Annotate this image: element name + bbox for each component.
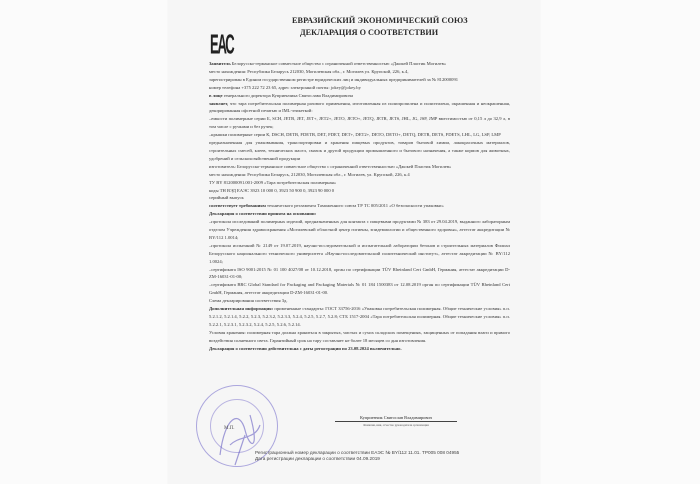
paragraph-text: –сертификата BRC Global Standard for Packaging and Packaging Materials № 01 184 1500383 от 12.08.2019 орган по сертификации TÜV Rheinland Cert GmbH, Германия, аттестат аккредитации D-ZM-16031-01-00. bbox=[209, 282, 510, 296]
paragraph-text: зарегистрирован в Едином государственном регистре юридических лиц и индивидуальных предпринимателей за № 812000091 bbox=[209, 76, 459, 82]
registration-date: Дата регистрации декларации о соответствии 04.09.2019 bbox=[255, 456, 380, 461]
signatory-name: Куприенчик Святослав Владимирович bbox=[335, 415, 457, 422]
declaration-paragraph bbox=[209, 100, 510, 116]
declaration-body bbox=[209, 60, 510, 353]
paragraph-label: заявляет, bbox=[209, 100, 229, 106]
paragraph-text: серийный выпуск bbox=[209, 195, 244, 201]
declaration-paragraph bbox=[209, 68, 510, 76]
paragraph-label: в лице bbox=[209, 92, 223, 98]
paragraph-text: Белорусско-германское совместное общество с ограниченной ответственностью «Джокей Пластик Могилев» bbox=[230, 61, 447, 66]
declaration-paragraph bbox=[209, 210, 510, 218]
declaration-paragraph bbox=[209, 171, 510, 179]
paragraph-label: Заявитель bbox=[209, 61, 231, 66]
header-declaration-title: ДЕКЛАРАЦИЯ О СООТВЕТСТВИИ bbox=[300, 28, 439, 37]
declaration-paragraph bbox=[209, 242, 510, 266]
paragraph-text: изготовитель: Белорусско-германское совместное общество с ограниченной ответственностью «Джокей Пластик Могилев» bbox=[209, 163, 452, 169]
paragraph-label: Дополнительная информация: bbox=[209, 306, 274, 312]
signatory-caption: Фамилия, имя, отчество руководителя организации bbox=[363, 423, 429, 427]
paragraph-text: что тара потребительская полимерная разового применения, изготовленная из полипропилена и полиэтилена, окрашенная и неокрашенная, декорированная офсетной печатью и IML-этикеткой: bbox=[209, 100, 510, 114]
declaration-paragraph bbox=[209, 163, 510, 171]
declaration-paragraph bbox=[209, 92, 510, 100]
paragraph-label: соответствует требованиям bbox=[209, 203, 266, 209]
declaration-paragraph bbox=[209, 179, 510, 187]
paragraph-label: Декларация о соответствии принята на основании: bbox=[209, 211, 317, 217]
paragraph-text: предназначенная для упаковывания, транспортировки и хранения пищевых продуктов, товаров бытовой химии, лакокрасочных материалов, строительных смесей, клеев, технических масел, смазок и другой продукции промышленного и бытового назначения, а также кормов для животных, удобрений и сельскохозяйственной продукции bbox=[209, 140, 510, 161]
paragraph-text: Условия хранения: полимерная тара должна храниться в закрытых, чистых и сухих складских помещениях, защищенных от попадания влаги и прямого воздействия солнечного света. Гарантийный срок на тару составляет не более 18 месяцев со дня изготовления. bbox=[209, 329, 510, 343]
paragraph-text: примененные стандарты: ГОСТ 33756-2016 «Упаковка потребительская полимерная. Общие технические условия» п.п. 5.2.1.2, 5.2.1.4, 5.2.2, 5.2.3, 5.2.3.2, 5.2.3.3, 5.2.4, 5.2.5, 5.2.7, 5.2.8; СТБ 1517-2004 «Тара потребительская полимерная. Общие технические условия» п.п. 5.2.2.1, 5.2.3.1, 5.2.3.2, 5.2.4, 5.2.5, 5.2.6, 5.2.14. bbox=[209, 306, 510, 327]
paragraph-text: место нахождения: Республика Беларусь 212030, Могилевская обл., г. Могилев ул. Крупской, 226, к.4, bbox=[209, 68, 409, 74]
paragraph-text: –емкости полимерные серии Б, SCH, JETB, JET, JET+, JET2+, JETO, JETO+, JETQ, JETR, JETS, JHL, JG, JSP, JMP вместимостью от 0,15 л до 32,9 л, в том числе с ручками и без ручек; bbox=[209, 116, 510, 130]
paragraph-text: коды ТН ВЭД ЕАЭС 3923 10 000 0, 3923 50 900 0, 3923 90 000 0 bbox=[209, 187, 335, 193]
paragraph-text: –протокола исследований полимерных изделий, предназначенных для контакта с пищевыми продуктами № 383 от 29.04.2019, выданного лабораторным отделом Учреждения здравоохранения «Могилевский областной центр гигиены, эпидемиологии и общественного здоровья», аттестат аккредитации № BY/112 1.0014; bbox=[209, 219, 510, 240]
paragraph-text: место нахождения: Республика Беларусь, 212030, Могилевская обл., г. Могилев, ул. Крупской, 226, к.4 bbox=[209, 171, 410, 177]
declaration-paragraph bbox=[209, 84, 510, 92]
declaration-paragraph bbox=[209, 345, 510, 353]
declaration-paragraph bbox=[209, 202, 510, 210]
registration-number: Регистрационный номер декларации о соответствии ЕАЭС № BY/112 11.01. ТР005 008 04955 bbox=[255, 450, 460, 455]
paragraph-text: генерального директора Куприенчика Святослава Владимировича bbox=[222, 92, 354, 98]
declaration-paragraph bbox=[209, 194, 510, 202]
paragraph-label: Декларация о соответствии действительна с даты регистрации по 23.08.2024 включительно. bbox=[209, 345, 402, 351]
declaration-paragraph bbox=[209, 218, 510, 242]
declaration-paragraph bbox=[209, 281, 510, 297]
paragraph-text: номер телефона +375 222 72 23 65, адрес электронной почты: jokey@jokey.by bbox=[209, 84, 361, 90]
paragraph-text: ТУ BY 812000091.001-2009 «Тара потребительская полимерная» bbox=[209, 179, 337, 185]
declaration-paragraph bbox=[209, 187, 510, 195]
signature-scribble-icon bbox=[200, 395, 280, 475]
paragraph-text: –сертификата ISO 9001:2015 № 01 100 4027/08 от 10.12.2018, орган по сертификации TÜV Rheinland Cert GmbH, Германия, аттестат аккредитации D-ZM-16031-01-00; bbox=[209, 266, 510, 280]
declaration-paragraph bbox=[209, 139, 510, 163]
header-union-title: ЕВРАЗИЙСКИЙ ЭКОНОМИЧЕСКИЙ СОЮЗ bbox=[292, 16, 468, 25]
declaration-paragraph bbox=[209, 76, 510, 84]
declaration-paragraph bbox=[209, 329, 510, 345]
declaration-paragraph bbox=[209, 60, 510, 68]
paragraph-text: Схема декларирования соответствия 3д. bbox=[209, 298, 288, 304]
paragraph-text: –крышки полимерные серии К, DSCH, DETB, FDETB, DET, FDET, DET+, DET2+, DETO, DETO+, DETQ, DETR, DETS, FDETS, LHL, LG, LSP, LMP bbox=[209, 132, 501, 138]
declaration-paragraph bbox=[209, 131, 510, 139]
declaration-paragraph bbox=[209, 305, 510, 329]
stamp-label: М.П. bbox=[224, 426, 235, 431]
declaration-paragraph bbox=[209, 266, 510, 282]
paragraph-text: –протокола испытаний № 2149 от 19.07.2019, научно-исследовательской и испытательной лаборатории бетонов и строительных материалов Филиал Белорусского национального технического университета «Научно-исследовательский политехнический институт», аттестат аккредитации № BY/112 1.0024; bbox=[209, 242, 510, 264]
declaration-paragraph bbox=[209, 297, 510, 305]
registration-block bbox=[255, 450, 459, 462]
eac-logo: ЕАС bbox=[210, 30, 234, 60]
paragraph-text: технического регламента Таможенного союза ТР ТС 005/2011 «О безопасности упаковки» bbox=[265, 203, 444, 209]
declaration-paragraph bbox=[209, 115, 510, 131]
